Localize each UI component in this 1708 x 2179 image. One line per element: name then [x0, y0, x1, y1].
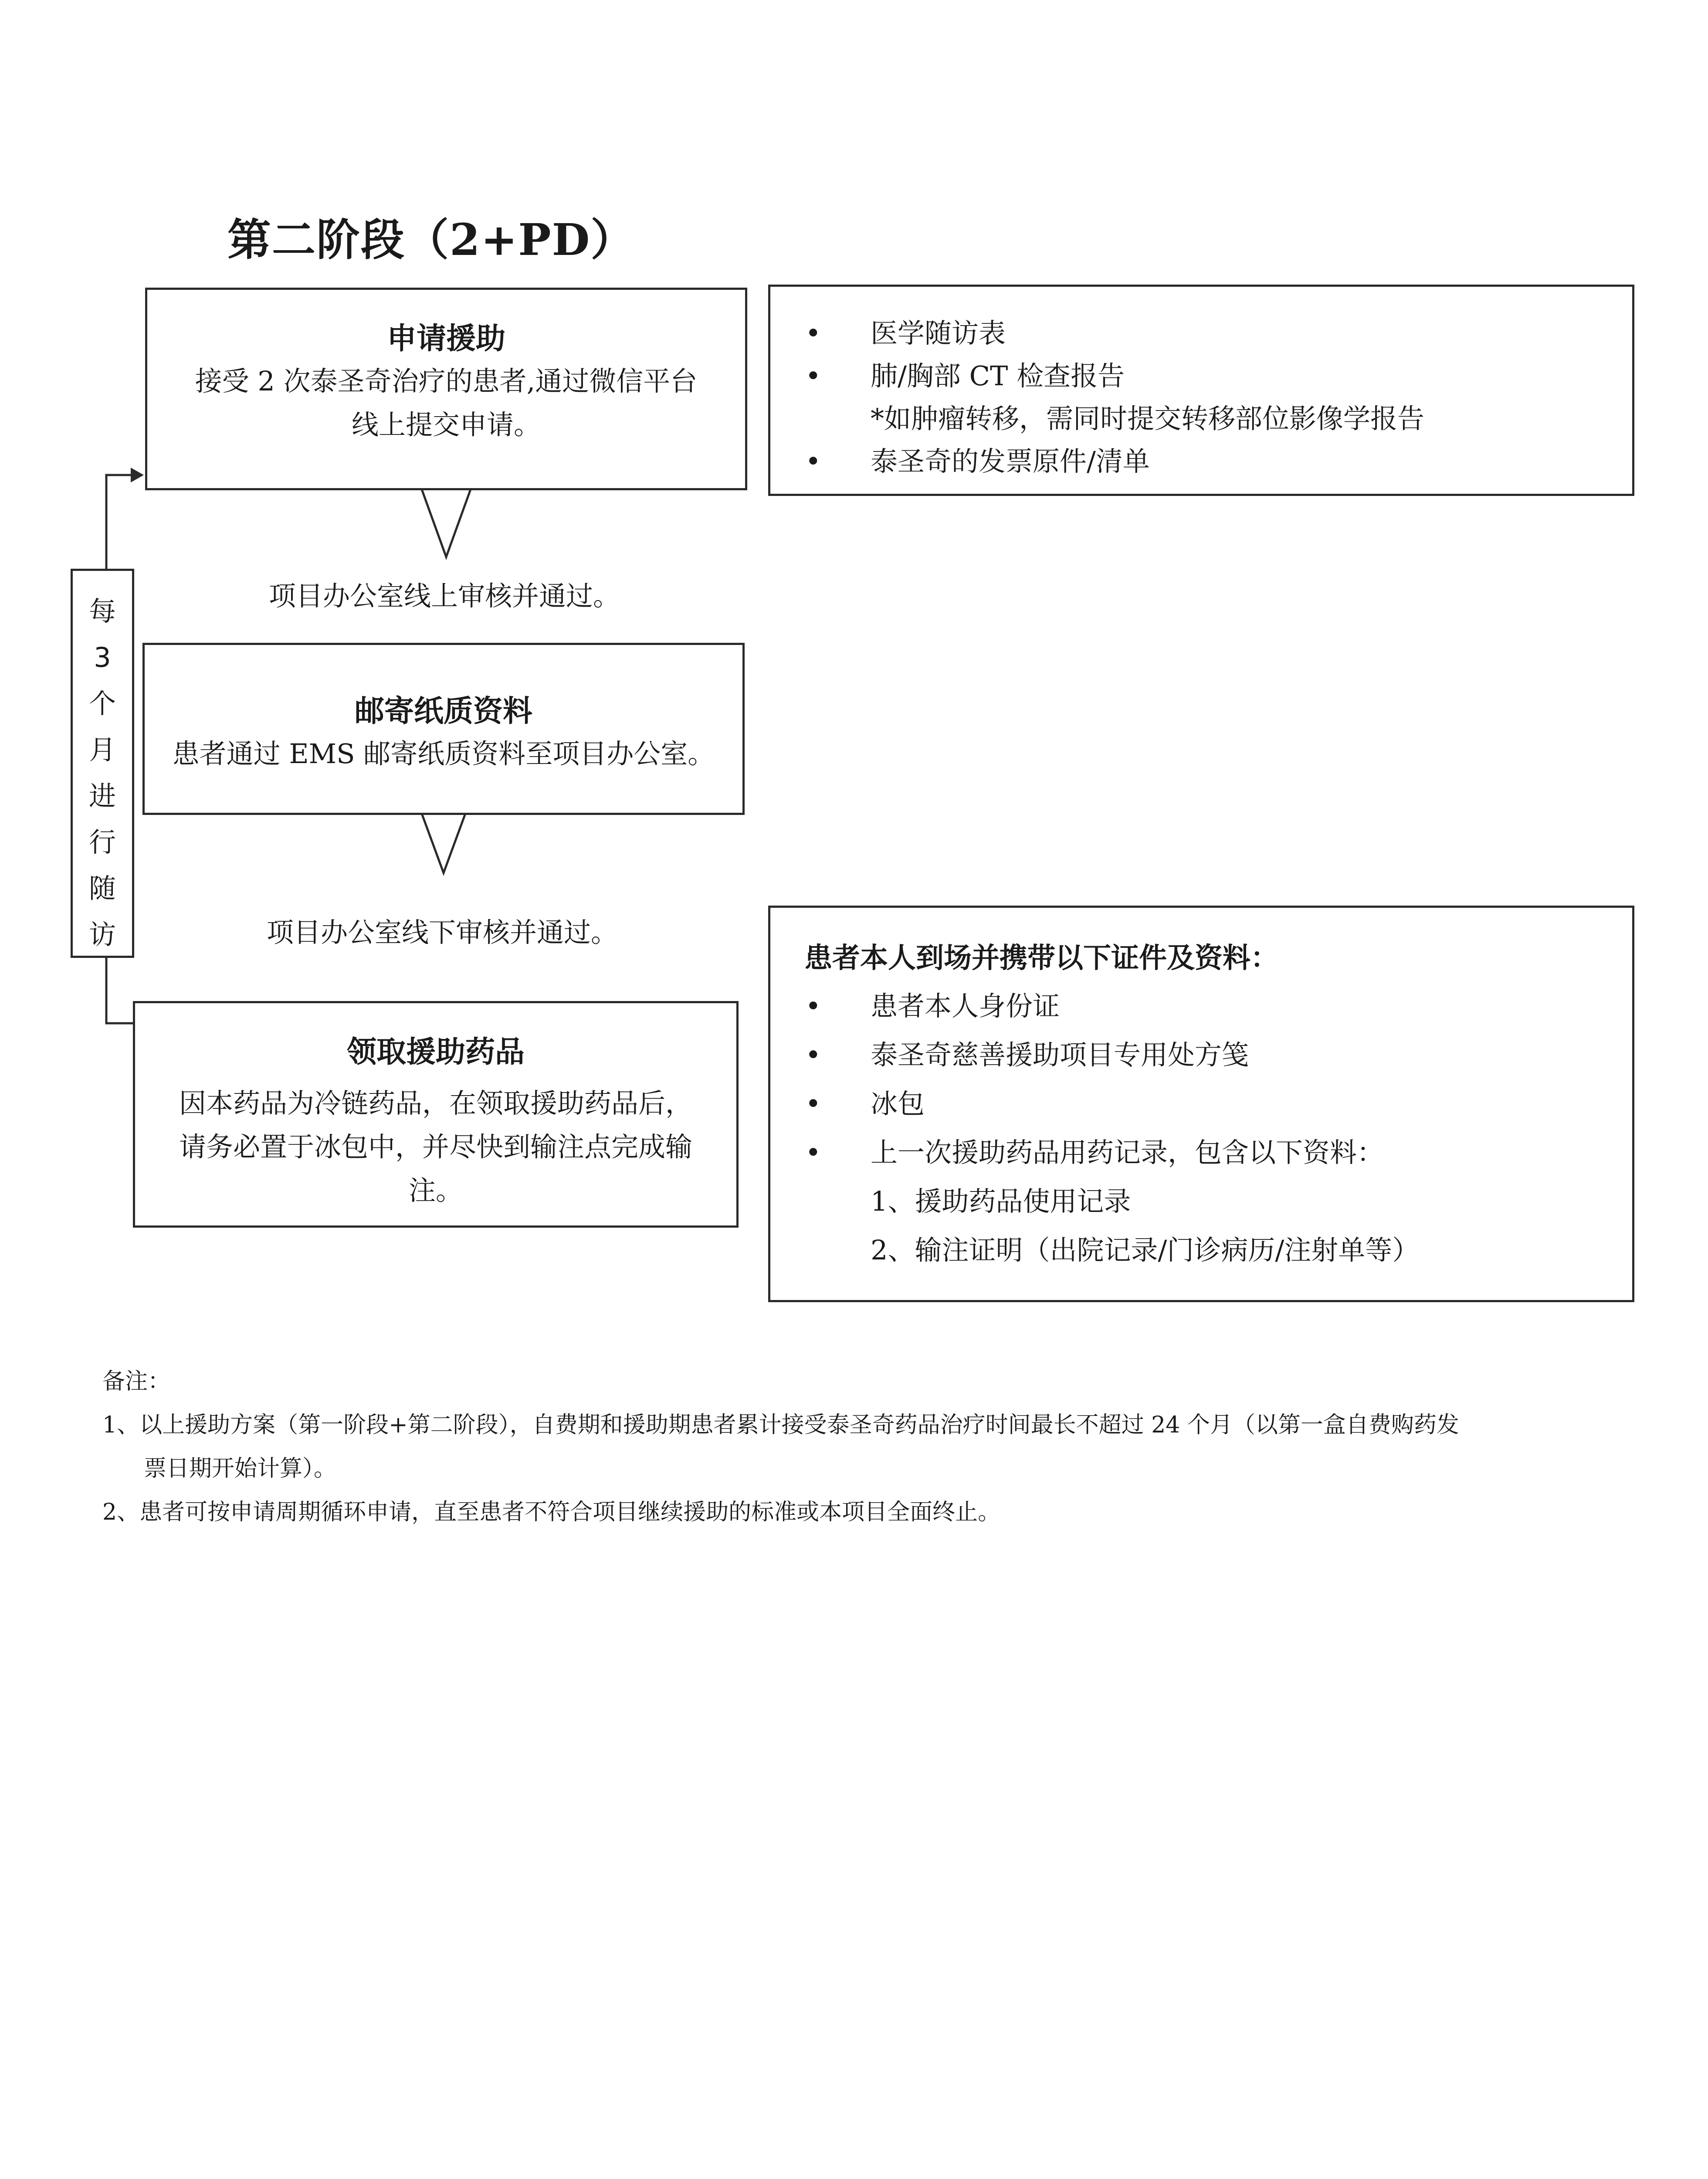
- step-apply-line-1: 接受 2 次泰圣奇治疗的患者,通过微信平台: [195, 365, 698, 397]
- onsite-docs-box: [768, 906, 1634, 1302]
- list-item: • 冰包: [805, 1088, 925, 1120]
- callout-pointer-2: [422, 814, 465, 873]
- online-docs-box: [768, 285, 1634, 496]
- step-apply-title: 申请援助: [386, 322, 505, 356]
- loop-label-char: 随: [88, 872, 116, 904]
- step-collect-body: [135, 1082, 736, 1212]
- onsite-docs-list: [788, 982, 1419, 1275]
- remarks-line-2: 2、患者可按申请周期循环申请，直至患者不符合项目继续援助的标准或本项目全面终止。: [102, 1499, 1001, 1525]
- loop-label-char: 进: [88, 780, 116, 812]
- step-collect-line-2: 请务必置于冰包中，并尽快到输注点完成输: [179, 1131, 692, 1163]
- remarks-label: 备注：: [102, 1368, 171, 1395]
- remarks-line-1-cont: 票日期开始计算）。: [144, 1456, 337, 1482]
- list-item: • 上一次援助药品用药记录，包含以下资料：: [805, 1137, 1384, 1168]
- step-mail-title: 邮寄纸质资料: [354, 694, 532, 729]
- loop-arrow-head: [131, 468, 144, 482]
- loop-label-char: 个: [88, 688, 116, 720]
- loop-label-char: 访: [88, 919, 116, 950]
- remarks-line-1: 1、以上援助方案（第一阶段+第二阶段），自费期和援助期患者累计接受泰圣奇药品治疗时间最长不超过 24 个月（以第一盒自费购药发: [102, 1412, 1459, 1438]
- followup-loop-label: [71, 569, 134, 958]
- step-apply-body: [147, 360, 745, 447]
- list-subitem: 1、援助药品使用记录: [871, 1185, 1131, 1217]
- list-subitem: 2、输注证明（出院记录/门诊病历/注射单等）: [871, 1234, 1420, 1266]
- list-item: • 泰圣奇的发票原件/清单: [805, 445, 1150, 477]
- loop-label-char: 行: [88, 826, 116, 858]
- list-item: • 患者本人身份证: [805, 990, 1060, 1022]
- step-collect-line-3: 注。: [408, 1174, 463, 1206]
- offline-review-note: 项目办公室线下审核并通过。: [266, 916, 618, 948]
- list-item-note: *如肿瘤转移，需同时提交转移部位影像学报告: [871, 403, 1425, 434]
- loop-label-char: 月: [88, 734, 116, 766]
- step-collect-line-1: 因本药品为冷链药品，在领取援助药品后，: [179, 1087, 692, 1119]
- list-item: • 肺/胸部 CT 检查报告: [805, 360, 1125, 392]
- loop-label-char: 3: [94, 641, 111, 673]
- online-review-note: 项目办公室线上审核并通过。: [268, 580, 620, 612]
- step-collect-box: [133, 1001, 739, 1228]
- page-title: 第二阶段（2+PD）: [227, 214, 635, 265]
- step-apply-box: [145, 288, 747, 490]
- callout-pointer-1: [422, 489, 471, 557]
- remarks-section: [102, 1360, 1636, 1534]
- step-collect-title: 领取援助药品: [346, 1035, 525, 1069]
- loop-line-bottom: [106, 958, 134, 1023]
- step-mail-box: [142, 643, 745, 815]
- loop-line-top: [106, 475, 135, 569]
- onsite-docs-heading: 患者本人到场并携带以下证件及资料：: [804, 942, 1278, 974]
- loop-label-char: 每: [88, 595, 116, 627]
- step-apply-line-2: 线上提交申请。: [351, 409, 541, 441]
- list-item: • 医学随访表: [805, 317, 1006, 349]
- step-mail-body: 患者通过 EMS 邮寄纸质资料至项目办公室。: [172, 738, 715, 770]
- list-item: • 泰圣奇慈善援助项目专用处方笺: [805, 1039, 1249, 1071]
- online-docs-list: [788, 312, 1424, 483]
